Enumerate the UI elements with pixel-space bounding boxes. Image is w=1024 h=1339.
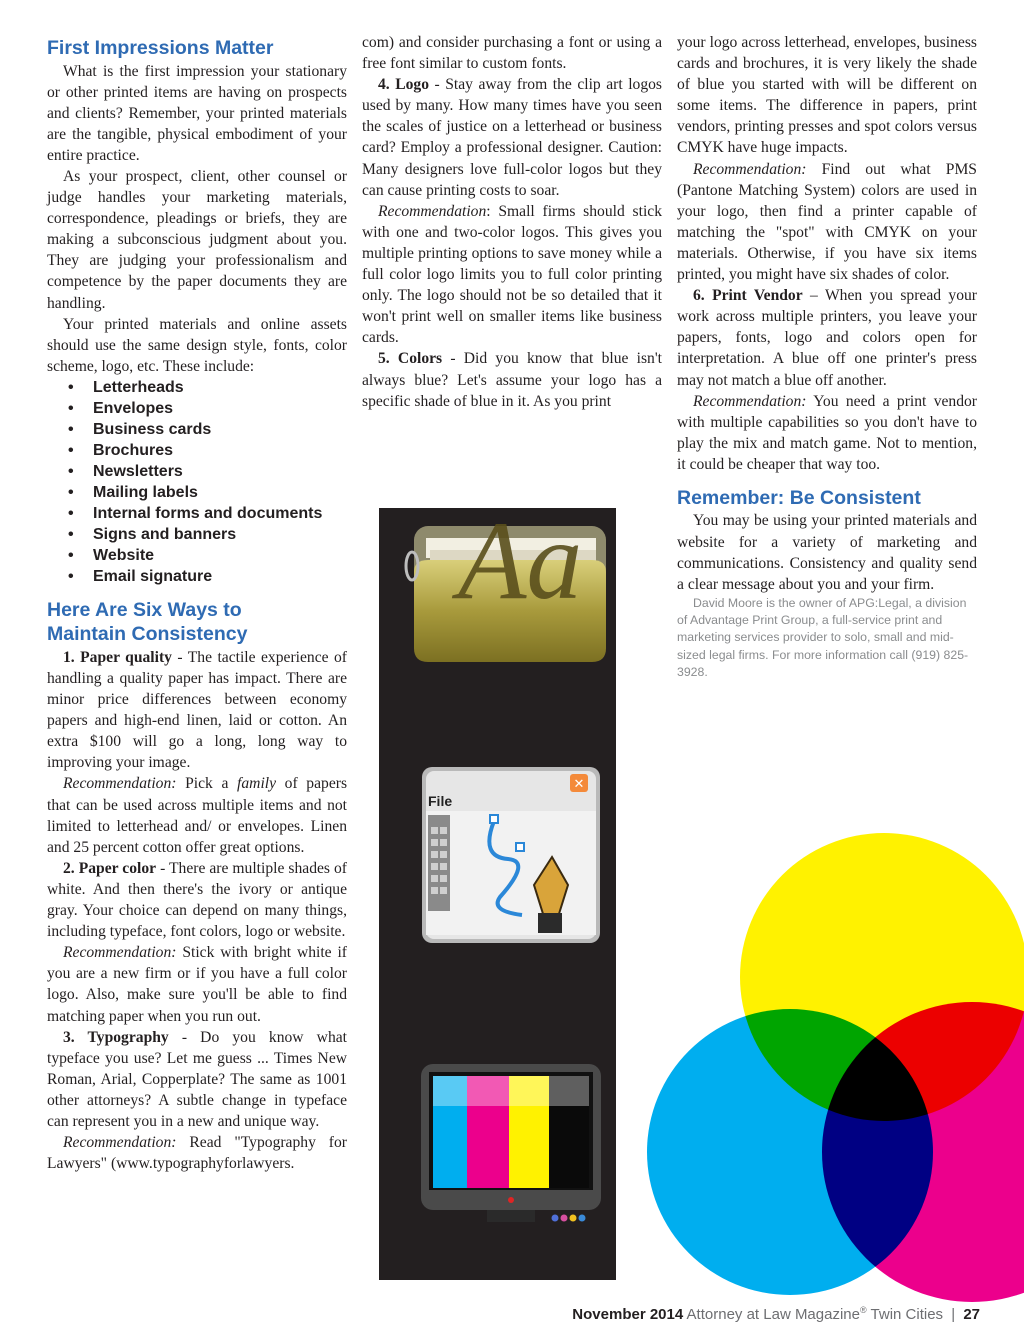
paragraph: You may be using your printed materials and website for a variety of marketing and communications. Consistency and quality send a clear message about you and your firm.	[677, 512, 977, 593]
paragraph: Your printed materials and online assets should use the same design style, fonts, color scheme, logo, etc. These include:	[47, 315, 347, 375]
bullet-icon: •	[68, 378, 74, 396]
list-item	[47, 524, 347, 545]
paragraph: 6. Print Vendor – When you spread your work across multiple printers, you leave your papers, fonts, logo and colors open for interpretation. A blue off one printer's press may not match a blue off another.	[677, 287, 978, 389]
list-item	[47, 440, 347, 461]
list-item-label: Newsletters	[93, 462, 183, 480]
list-item	[47, 461, 347, 482]
list-item-label: Email signature	[93, 567, 213, 585]
list-item	[47, 566, 347, 587]
list-item-label: Brochures	[93, 441, 174, 459]
bullet-icon: •	[68, 441, 74, 459]
column-3	[677, 32, 977, 681]
item-lead: 5. Colors	[378, 350, 443, 368]
item-lead: 6. Print Vendor	[693, 287, 803, 305]
monitor-icon	[419, 1062, 603, 1226]
column-1	[47, 36, 347, 1174]
column-2	[362, 32, 662, 412]
recommendation-label: Recommendation:	[63, 1134, 177, 1152]
paragraph: Recommendation: Read "Typography for Lawyers" (www.typographyforlawyers.	[47, 1134, 347, 1173]
recommendation-label: Recommendation	[378, 202, 487, 220]
item-lead: 1. Paper quality	[63, 648, 172, 666]
list-item	[47, 503, 347, 524]
bullet-icon: •	[68, 462, 74, 480]
magazine-name: Attorney at Law Magazine	[686, 1306, 860, 1323]
paragraph: 1. Paper quality - The tactile experience of handling a quality paper has impact. There are minor price differences between economy papers and high-end linen, laid or cotton. An extra $100 will go a long, long way to improving your image.	[47, 648, 347, 772]
list-item	[47, 545, 347, 566]
materials-list	[47, 377, 347, 587]
list-item	[47, 482, 347, 503]
item-lead: 4. Logo	[378, 76, 430, 94]
list-item	[47, 377, 347, 398]
cmyk-circles-graphic	[620, 830, 1024, 1339]
list-item-label: Mailing labels	[93, 483, 198, 501]
close-icon: ✕	[573, 777, 585, 792]
paragraph: your logo across letterhead, envelopes, business cards and brochures, it is very likely the shade of blue you started with will be different on some items. The difference in papers, print vendors, printing presses and spot colors versus CMYK have huge impacts.	[677, 34, 977, 157]
bullet-icon: •	[68, 567, 74, 585]
vector-window-icon	[420, 765, 602, 945]
bullet-icon: •	[68, 546, 74, 564]
font-glyph: Aa	[458, 499, 583, 623]
paragraph: Recommendation: Small firms should stick with one and two-color logos. This gives you multiple printing options to save money while a full color logo limits you to full color printing only. The logo should not be so detailed that it won't print well on smaller items like business cards.	[362, 202, 662, 347]
paragraph: 5. Colors - Did you know that blue isn't always blue? Let's assume your logo has a specific shade of blue in it. As you print	[362, 350, 662, 410]
bullet-icon: •	[68, 420, 74, 438]
paragraph: As your prospect, client, other counsel or judge handles your marketing materials, correspondence, pleadings or briefs, they are making a subconscious judgment about you. They are judging your professionalism and competence by the paper documents they are handling.	[47, 167, 347, 312]
author-bio: David Moore is the owner of APG:Legal, a division of Advantage Print Group, a full-service print and marketing services provider to solo, small and mid-sized legal firms. For more information call (919) 825-3928.	[677, 595, 969, 680]
list-item-label: Signs and banners	[93, 525, 237, 543]
window-menu-file: File	[428, 793, 453, 809]
recommendation-label: Recommendation:	[63, 775, 177, 793]
list-item-label: Internal forms and documents	[93, 504, 323, 522]
list-item-label: Business cards	[93, 420, 212, 438]
list-item-label: Letterheads	[93, 378, 184, 396]
paragraph: What is the first impression your stationary or other printed items are having on prospects and clients? Remember, your printed materials are the tangible, physical embodiment of your entire practice.	[47, 62, 347, 164]
recommendation-label: Recommendation:	[693, 160, 807, 178]
list-item-label: Website	[93, 546, 155, 564]
item-lead: 3. Typography	[63, 1028, 169, 1046]
bullet-icon: •	[68, 525, 74, 543]
list-item	[47, 398, 347, 419]
footer-separator: |	[951, 1306, 956, 1323]
recommendation-label: Recommendation:	[63, 944, 177, 962]
page-footer	[0, 1305, 980, 1323]
page-number: 27	[963, 1306, 980, 1323]
paragraph: com) and consider purchasing a font or using a free font similar to custom fonts.	[362, 34, 662, 73]
list-item-label: Envelopes	[93, 399, 174, 417]
font-folder-icon	[400, 480, 620, 670]
paragraph: Recommendation: You need a print vendor with multiple capabilities so you don't have to play the mix and match game. Not to mention, it could be cheaper that way too.	[677, 392, 977, 473]
paragraph: Recommendation: Pick a family of papers that can be used across multiple items and not limited to letterhead and/ or envelopes. Linen and 25 percent cotton offer great options.	[47, 775, 348, 856]
item-lead: 2. Paper color	[63, 859, 157, 877]
heading-six-ways: Here Are Six Ways to Maintain Consistency	[47, 598, 248, 646]
issue-date: November 2014	[572, 1306, 684, 1323]
list-item	[47, 419, 347, 440]
bullet-icon: •	[68, 483, 74, 501]
paragraph: 3. Typography - Do you know what typeface you use? Let me guess ... Times New Roman, Arial, Copperplate? The same as 1001 other attorneys? A subtle change in typeface can represent you in a new and unique way.	[47, 1028, 347, 1130]
paragraph: 4. Logo - Stay away from the clip art logos used by many. How many times have you seen the scales of justice on a letterhead or business card? Employ a professional designer. Caution: Many designers love full-color logos but they can cause printing costs to soar.	[362, 76, 662, 199]
paragraph: 2. Paper color - There are multiple shades of white. And then there's the ivory or antique gray. Your choice can depend on many things, including typeface, font colors, logo or website.	[47, 859, 347, 941]
heading-be-consistent: Remember: Be Consistent	[677, 486, 921, 509]
bullet-icon: •	[68, 399, 74, 417]
registered-mark: ®	[859, 1305, 867, 1315]
recommendation-label: Recommendation:	[693, 392, 807, 410]
edition-name: Twin Cities	[870, 1306, 944, 1323]
paragraph: Recommendation: Find out what PMS (Pantone Matching System) colors are used in your logo, then find a printer capable of matching the "spot" with CMYK on your materials. Otherwise, if you have six items printed, you might have six shades of color.	[677, 160, 977, 284]
bullet-icon: •	[68, 504, 74, 522]
heading-first-impressions: First Impressions Matter	[47, 37, 274, 59]
paragraph: Recommendation: Stick with bright white if you are a new firm or if you have a full color logo. Also, make sure you'll be able to find matching paper when you run out.	[47, 944, 347, 1025]
